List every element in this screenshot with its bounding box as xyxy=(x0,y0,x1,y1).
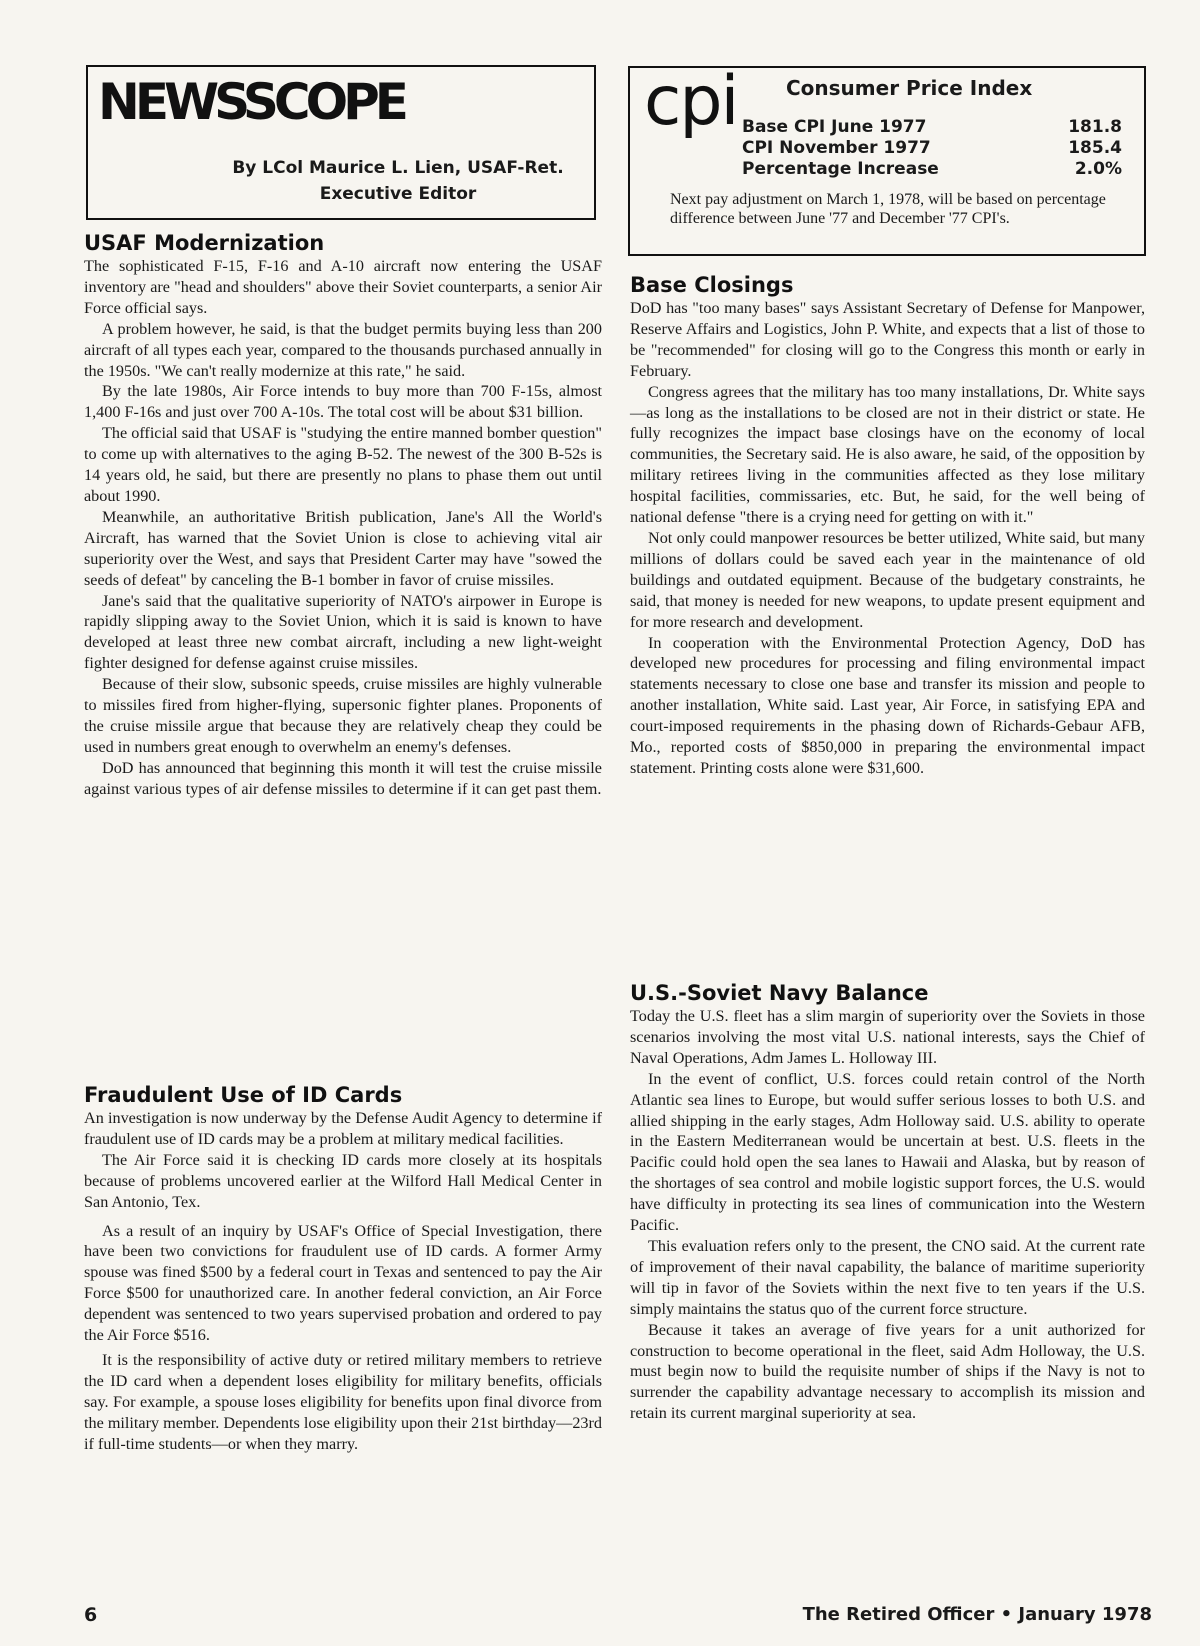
cpi-row xyxy=(742,159,1122,180)
article-paragraph: An investigation is now underway by the Defense Audit Agency to determine if fraudulent use of ID cards may be a problem at military medical facilities. xyxy=(84,1109,602,1148)
article-paragraph: DoD has announced that beginning this month it will test the cruise missile against various types of air defense missiles to determine if it can get past them. xyxy=(84,758,602,798)
cpi-row-label: Percentage Increase xyxy=(742,159,939,179)
article-paragraph: It is the responsibility of active duty or retired military members to retrieve the ID card when a dependent loses eligibility for military benefits, officials say. For example, a spouse loses eligibility for benefits upon final divorce from the military member. Dependents lose eligibility upon their 21st birthday—23rd if full-time students—or when they marry. xyxy=(84,1350,602,1453)
article-paragraph: The Air Force said it is checking ID cards more closely at its hospitals because of problems uncovered earlier at the Wilford Hall Medical Center in San Antonio, Tex. xyxy=(84,1150,602,1211)
cpi-note: Next pay adjustment on March 1, 1978, will be based on percentage difference between June '77 and December '77 CPI's. xyxy=(670,191,1106,227)
byline-role: Executive Editor xyxy=(319,184,477,204)
article-paragraph: Because it takes an average of five years for a unit authorized for construction to become operational in the fleet, said Adm Holloway, the U.S. must begin now to build the requisite number of ships if the Navy is not to surrender the capability advantage necessary to accomplish its mission and retain its current marginal superiority at sea. xyxy=(630,1320,1145,1423)
page-number: 6 xyxy=(84,1604,98,1626)
article-heading: USAF Modernization xyxy=(84,231,325,255)
article-paragraph: DoD has "too many bases" says Assistant Secretary of Defense for Manpower, Reserve Affairs and Logistics, John P. White, and expects that a list of those to be "recommended" for closing will go to the Congress this month or early in February. xyxy=(630,299,1145,380)
article-us-soviet-navy-balance xyxy=(630,980,1145,1424)
article-paragraph: Jane's said that the qualitative superiority of NATO's airpower in Europe is rapidly slipping away to the Soviet Union, which it is said is known to have developed at least three new combat aircraft, including a new light-weight fighter designed for defense against cruise missiles. xyxy=(84,591,602,673)
cpi-row xyxy=(742,117,1122,138)
cpi-row-value: 2.0% xyxy=(1074,159,1122,179)
cpi-row-value: 185.4 xyxy=(1068,138,1122,158)
article-paragraph: In the event of conflict, U.S. forces could retain control of the North Atlantic sea lines to Europe, but would suffer serious losses to both U.S. and allied shipping in the early stages, Adm Holloway said. U.S. ability to operate in the Eastern Mediterranean would be uncertain at best. U.S. fleets in the Pacific could hold open the sea lanes to Hawaii and Alaska, but by reason of the shortages of sea control and mobile logistic support forces, the U.S. would have difficulty in protecting its sea lines of communication into the Western Pacific. xyxy=(630,1069,1145,1235)
cpi-row-label: CPI November 1977 xyxy=(742,138,931,158)
cpi-row-label: Base CPI June 1977 xyxy=(742,117,927,137)
article-heading: Base Closings xyxy=(630,273,794,297)
publication-footer: The Retired Officer • January 1978 xyxy=(802,1604,1152,1625)
article-paragraph: Because of their slow, subsonic speeds, cruise missiles are highly vulnerable to missiles fired from higher-flying, supersonic fighter planes. Proponents of the cruise missile argue that because they are relatively cheap they could be used in numbers great enough to overwhelm an enemy's defenses. xyxy=(84,675,602,756)
byline xyxy=(218,155,578,207)
cpi-logo: cpi xyxy=(644,62,738,141)
cpi-row-value: 181.8 xyxy=(1068,117,1122,137)
cpi-title: Consumer Price Index xyxy=(786,76,1033,100)
newsscope-logo: NEWSSCOPE xyxy=(98,73,404,131)
article-fraudulent-id-cards xyxy=(84,1082,602,1455)
article-paragraph: Congress agrees that the military has too many installations, Dr. White says—as long as the installations to be closed are not in their district or state. He fully recognizes the impact base closings have on the economy of local communities, the Secretary said. He is also aware, he said, of the opposition by military retirees living in the communities affected as they lose military hospital facilities, commissaries, etc. But, he said, for the well being of national defense "there is a crying need for getting on with it." xyxy=(630,382,1145,527)
article-paragraph: Today the U.S. fleet has a slim margin of superiority over the Soviets in those scenarios involving the most vital U.S. national interests, says the Chief of Naval Operations, Adm James L. Holloway III. xyxy=(630,1007,1145,1067)
article-paragraph: As a result of an inquiry by USAF's Office of Special Investigation, there have been two convictions for fraudulent use of ID cards. A former Army spouse was fined $500 by a federal court in Texas and sentenced to pay the Air Force $500 for unauthorized care. In another federal conviction, an Air Force dependent was sentenced to two years supervised probation and ordered to pay the Air Force $516. xyxy=(84,1221,602,1345)
byline-author: By LCol Maurice L. Lien, USAF-Ret. xyxy=(232,158,564,178)
cpi-table xyxy=(742,117,1122,180)
article-paragraph: A problem however, he said, is that the budget permits buying less than 200 aircraft of all types each year, compared to the thousands purchased annually in the 1950s. "We can't really modernize at this rate," he said. xyxy=(84,319,602,380)
article-paragraph: In cooperation with the Environmental Protection Agency, DoD has developed new procedures for processing and filing environmental impact statements necessary to close one base and transfer its mission and people to another installation, White said. Last year, Air Force, in satisfying EPA and court-imposed requirements in the phasing down of Richards-Gebaur AFB, Mo., reported costs of $850,000 in preparing the environmental impact statement. Printing costs alone were $31,600. xyxy=(630,633,1145,777)
article-paragraph: Not only could manpower resources be better utilized, White said, but many millions of dollars could be saved each year in the maintenance of old buildings and outdated equipment. Because of the budgetary constraints, he said, that money is needed for new weapons, to update present equipment and for more research and development. xyxy=(630,528,1145,631)
article-base-closings xyxy=(630,272,1145,779)
article-heading: U.S.-Soviet Navy Balance xyxy=(630,981,929,1005)
cpi-row xyxy=(742,138,1122,159)
article-paragraph: The official said that USAF is "studying the entire manned bomber question" to come up with alternatives to the aging B-52. The newest of the 300 B-52s is 14 years old, he said, but there are presently no plans to phase them out until about 1990. xyxy=(84,424,602,505)
article-heading: Fraudulent Use of ID Cards xyxy=(84,1083,403,1107)
article-paragraph: By the late 1980s, Air Force intends to buy more than 700 F-15s, almost 1,400 F-16s and just over 700 A-10s. The total cost will be about $31 billion. xyxy=(84,382,602,422)
article-paragraph: The sophisticated F-15, F-16 and A-10 aircraft now entering the USAF inventory are "head and shoulders" above their Soviet counterparts, a senior Air Force official says. xyxy=(84,257,602,317)
article-usaf-modernization xyxy=(84,230,602,800)
article-paragraph: Meanwhile, an authoritative British publication, Jane's All the World's Aircraft, has warned that the Soviet Union is close to achieving vital air superiority over the West, and says that President Carter may have "sowed the seeds of defeat" by canceling the B-1 bomber in favor of cruise missiles. xyxy=(84,507,602,589)
newsscope-header-box xyxy=(86,65,596,220)
article-paragraph: This evaluation refers only to the present, the CNO said. At the current rate of improvement of their naval capability, the balance of maritime superiority will tip in favor of the Soviets within the next five to ten years if the U.S. simply maintains the status quo of the current force structure. xyxy=(630,1236,1145,1318)
cpi-box xyxy=(628,62,1146,256)
